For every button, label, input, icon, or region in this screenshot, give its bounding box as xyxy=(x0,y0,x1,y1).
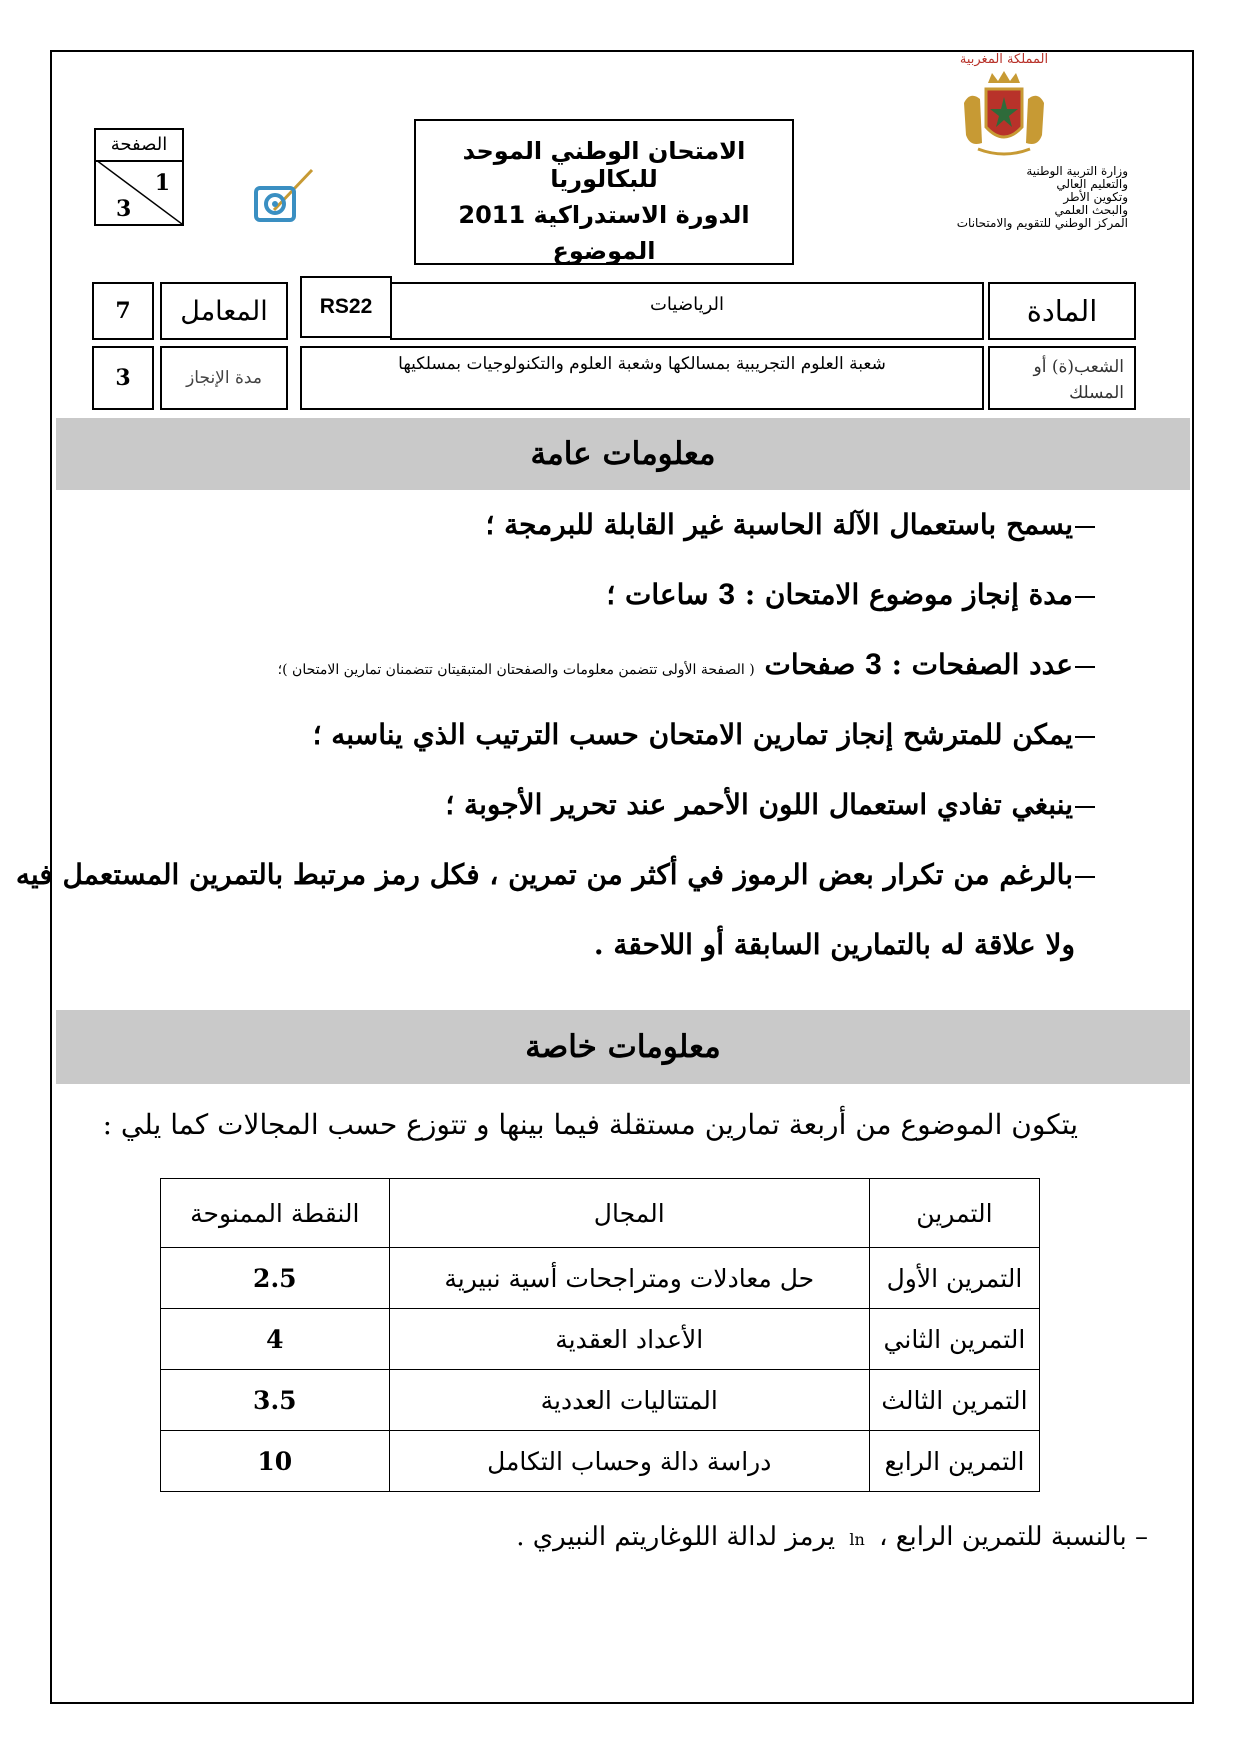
footnote-a: – بالنسبة للتمرين الرابع ، xyxy=(879,1522,1148,1552)
row-points: 3.5 xyxy=(161,1370,390,1431)
ministry-lines xyxy=(870,165,1138,230)
general-line-3 xyxy=(278,648,1095,682)
header-exercise: التمرين xyxy=(869,1179,1039,1248)
exam-title: الامتحان الوطني الموحد للبكالوريا xyxy=(462,137,746,193)
table-row xyxy=(161,1248,1040,1309)
dash xyxy=(1075,806,1095,808)
dash xyxy=(1075,666,1095,668)
row-points: 10 xyxy=(161,1431,390,1492)
subject-key: المادة xyxy=(988,282,1136,340)
header-points: النقطة الممنوحة xyxy=(161,1179,390,1248)
general-line-1-text: يسمح باستعمال الآلة الحاسبة غير القابلة للبرمجة ؛ xyxy=(485,508,1073,541)
table-row xyxy=(161,1309,1040,1370)
general-line-6a xyxy=(16,858,1095,891)
general-line-3-a: عدد الصفحات : xyxy=(891,648,1073,681)
row-exercise: التمرين الرابع xyxy=(869,1431,1039,1492)
general-line-6b xyxy=(594,928,1075,961)
center-logo-icon xyxy=(252,166,314,228)
exam-title-box xyxy=(414,119,794,265)
row-domain: المتتاليات العددية xyxy=(389,1370,869,1431)
page-total: 3 xyxy=(116,196,132,222)
ministry-block xyxy=(870,52,1138,264)
general-line-2-num: 3 xyxy=(718,578,736,611)
general-line-1 xyxy=(485,508,1095,541)
page-label: الصفحة xyxy=(96,130,182,162)
subject-value: الرياضيات xyxy=(390,282,984,340)
general-line-5-text: ينبغي تفادي استعمال اللون الأحمر عند تحرير الأجوبة ؛ xyxy=(445,788,1073,821)
duration-value: 3 xyxy=(92,346,154,410)
row-domain: الأعداد العقدية xyxy=(389,1309,869,1370)
subject-code: RS22 xyxy=(300,276,392,338)
kingdom-label: المملكة المغربية xyxy=(959,52,1049,67)
table-row xyxy=(161,1370,1040,1431)
exercise-table xyxy=(160,1178,1040,1492)
page-current: 1 xyxy=(154,170,170,196)
row-points: 2.5 xyxy=(161,1248,390,1309)
table-row xyxy=(161,1431,1040,1492)
exam-session: الدورة الاستدراكية 2011 xyxy=(458,201,750,229)
special-intro: يتكون الموضوع من أربعة تمارين مستقلة فيما بينها و تتوزع حسب المجالات كما يلي : xyxy=(102,1108,1078,1141)
dash xyxy=(1075,876,1095,878)
general-line-3-b: صفحات xyxy=(764,648,856,681)
dash xyxy=(1075,526,1095,528)
ministry-line-3: وتكوين الأطر xyxy=(1063,190,1128,204)
royal-crest-icon xyxy=(958,69,1050,161)
footnote-b: يرمز لدالة اللوغاريتم النبيري . xyxy=(516,1522,836,1552)
general-line-3-num: 3 xyxy=(865,648,882,681)
row-exercise: التمرين الأول xyxy=(869,1248,1039,1309)
row-domain: حل معادلات ومتراجحات أسية نبيرية xyxy=(389,1248,869,1309)
special-heading: معلومات خاصة xyxy=(56,1010,1190,1084)
page-number-box xyxy=(94,128,184,226)
row-domain: دراسة دالة وحساب التكامل xyxy=(389,1431,869,1492)
dash xyxy=(1075,596,1095,598)
ministry-line-4: والبحث العلمي xyxy=(1054,203,1128,217)
general-line-2 xyxy=(606,578,1095,612)
general-heading: معلومات عامة xyxy=(56,418,1190,490)
table-header-row xyxy=(161,1179,1040,1248)
row-exercise: التمرين الثاني xyxy=(869,1309,1039,1370)
footnote-ln: ln xyxy=(849,1530,865,1549)
general-line-2-a: مدة إنجاز موضوع الامتحان : xyxy=(744,578,1073,611)
general-line-6a-text: بالرغم من تكرار بعض الرموز في أكثر من تمرين ، فكل رمز مرتبط بالتمرين المستعمل فيه xyxy=(15,858,1073,891)
row-points: 4 xyxy=(161,1309,390,1370)
general-line-4-text: يمكن للمترشح إنجاز تمارين الامتحان حسب الترتيب الذي يناسبه ؛ xyxy=(312,718,1073,751)
track-key: الشعب(ة) أو المسلك xyxy=(988,346,1136,410)
general-line-3-note: ( الصفحة الأولى تتضمن معلومات والصفحتان المتبقيتان تتضمنان تمارين الامتحان )؛ xyxy=(277,662,755,678)
header-domain: المجال xyxy=(389,1179,869,1248)
general-line-2-b: ساعات ؛ xyxy=(606,578,709,611)
ministry-line-1: وزارة التربية الوطنية xyxy=(1026,164,1128,178)
exam-subject-label: الموضوع xyxy=(552,237,656,265)
general-line-4 xyxy=(313,718,1095,751)
duration-key: مدة الإنجاز xyxy=(160,346,288,410)
general-line-5 xyxy=(445,788,1095,821)
dash xyxy=(1075,736,1095,738)
row-exercise: التمرين الثالث xyxy=(869,1370,1039,1431)
coef-key: المعامل xyxy=(160,282,288,340)
track-value: شعبة العلوم التجريبية بمسالكها وشعبة العلوم والتكنولوجيات بمسلكيها xyxy=(300,346,984,410)
coef-value: 7 xyxy=(92,282,154,340)
footnote xyxy=(516,1522,1148,1552)
ministry-line-2: والتعليم العالي xyxy=(1056,177,1128,191)
general-line-6b-text: ولا علاقة له بالتمارين السابقة أو اللاحقة . xyxy=(593,928,1075,961)
center-name: المركز الوطني للتقويم والامتحانات xyxy=(956,216,1128,230)
